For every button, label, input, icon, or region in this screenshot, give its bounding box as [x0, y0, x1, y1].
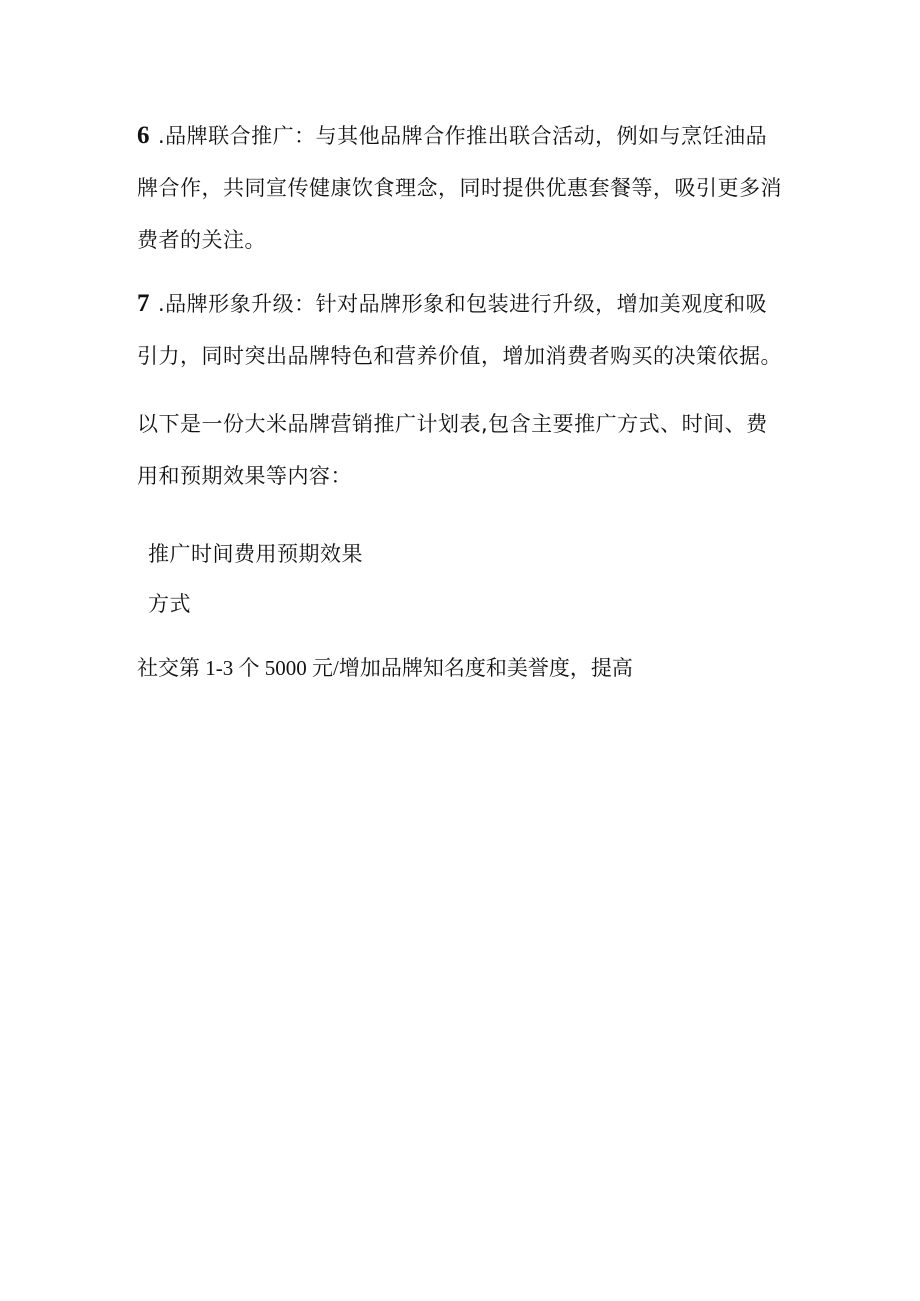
- list-item-6-text-3: 费者的关注。: [137, 228, 266, 252]
- table-row: 社交第 1-3 个 5000 元/增加品牌知名度和美誉度，提高: [137, 656, 633, 680]
- list-item-6-line-1: [137, 110, 797, 162]
- list-item-6: [137, 110, 797, 266]
- list-item-7-number: 7: [137, 290, 150, 317]
- list-item-7: [137, 278, 797, 382]
- list-item-7-text-2: 引力，同时突出品牌特色和营养价值，增加消费者购买的决策依据。: [137, 344, 782, 368]
- intro-line-2: 用和预期效果等内容：: [137, 464, 352, 488]
- table-header-line-1: 推广时间费用预期效果: [148, 542, 363, 566]
- list-item-6-text-2: 牌合作，共同宣传健康饮食理念，同时提供优惠套餐等，吸引更多消: [137, 176, 782, 200]
- intro-paragraph: [137, 398, 797, 502]
- list-item-6-number: 6: [137, 122, 150, 149]
- list-item-7-text-1: .品牌形象升级：针对品牌形象和包装进行升级，增加美观度和吸: [158, 292, 768, 316]
- table-header-line-2: 方式: [148, 592, 191, 616]
- list-item-7-line-1: [137, 278, 797, 330]
- intro-line-1: 以下是一份大米品牌营销推广计划表,包含主要推广方式、时间、费: [137, 412, 768, 436]
- list-item-6-text-1: .品牌联合推广：与其他品牌合作推出联合活动，例如与烹饪油品: [158, 124, 768, 148]
